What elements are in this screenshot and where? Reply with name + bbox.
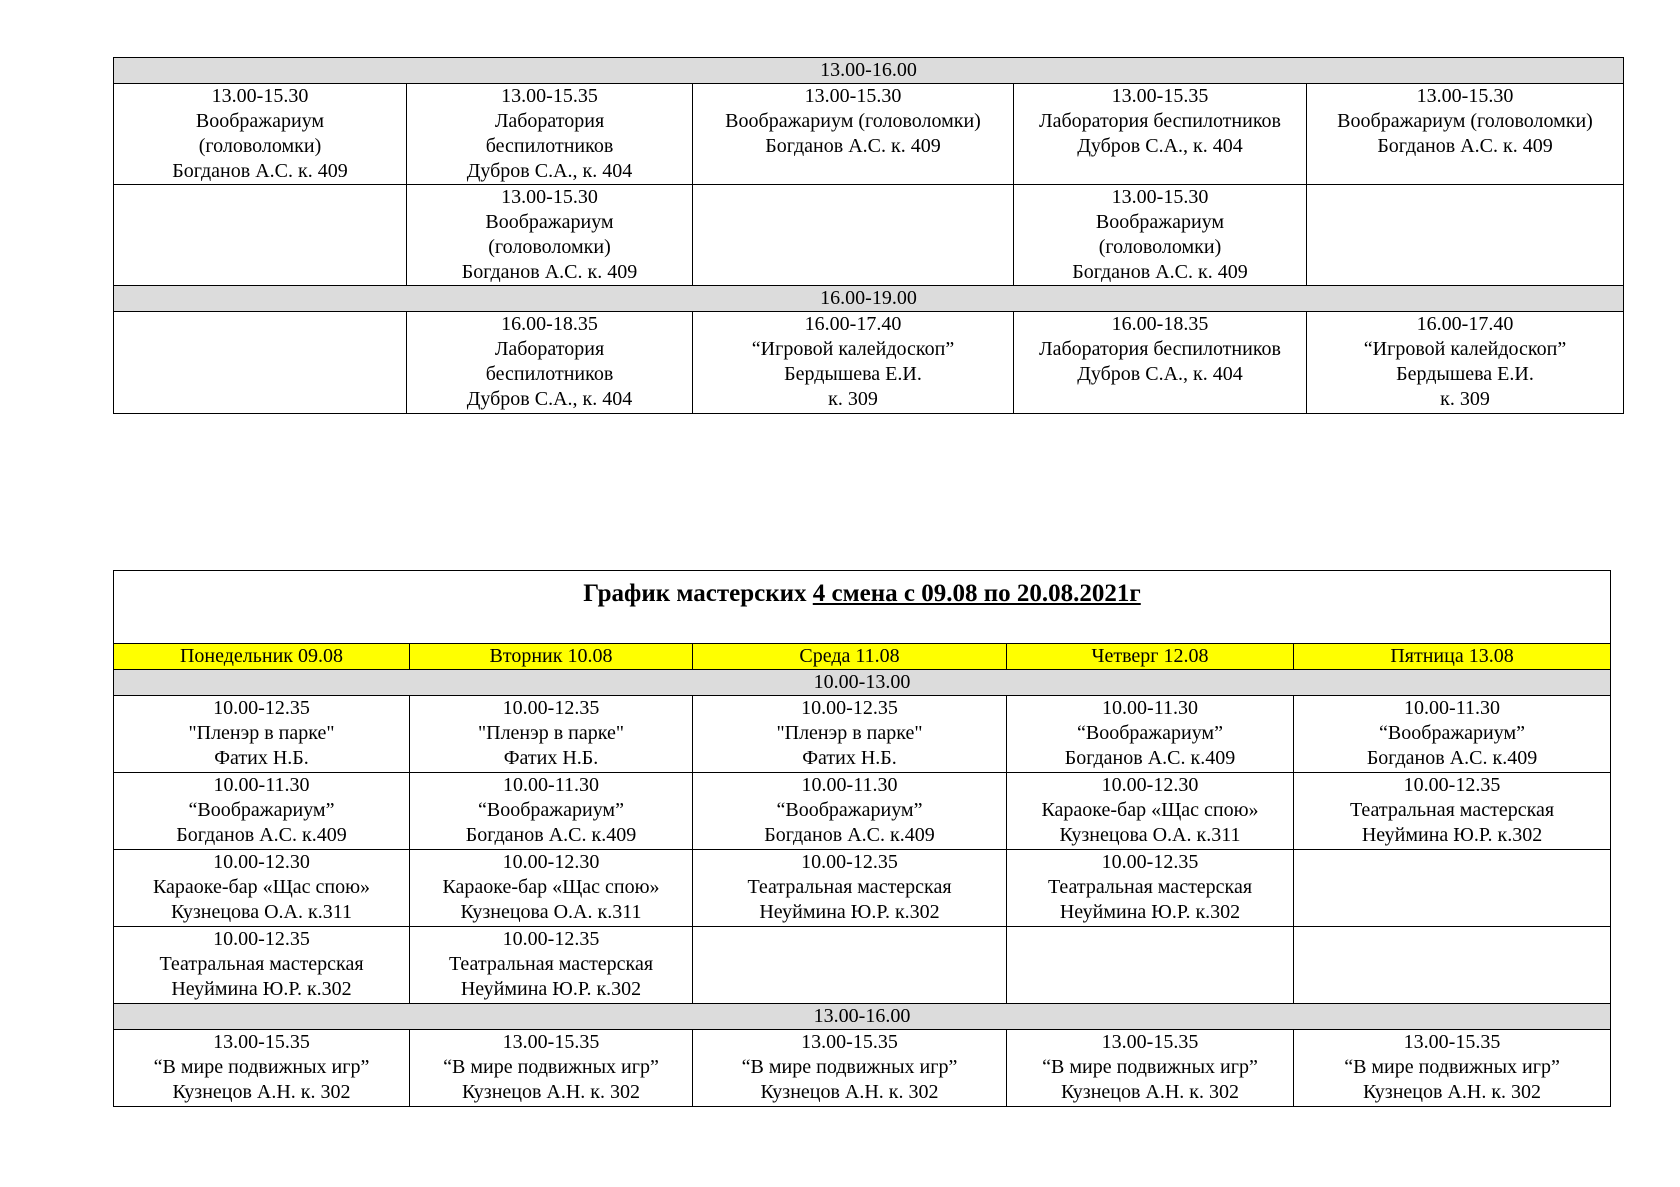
- cell-text: "Пленэр в парке": [188, 722, 335, 744]
- cell-text: Кузнецов А.Н. к. 302: [760, 1081, 939, 1103]
- schedule-cell: [1294, 696, 1611, 773]
- cell-time: 10.00-11.30: [801, 774, 898, 796]
- time-band: 13.00-16.00: [114, 58, 1624, 84]
- cell-time: 10.00-11.30: [213, 774, 310, 796]
- time-band-row: [114, 58, 1624, 84]
- schedule-cell: [410, 850, 693, 927]
- schedule-cell: [693, 850, 1007, 927]
- schedule-cell: [1007, 850, 1294, 927]
- schedule-table-continuation: [113, 57, 1624, 414]
- cell-text: “В мире подвижных игр”: [153, 1056, 370, 1078]
- day-header-wednesday: Среда 11.08: [693, 644, 1007, 670]
- cell-text: “В мире подвижных игр”: [741, 1056, 958, 1078]
- schedule-cell: [693, 927, 1007, 1004]
- cell-time: 10.00-12.30: [1101, 774, 1199, 796]
- schedule-cell: [1014, 312, 1307, 414]
- schedule-cell: [407, 84, 693, 185]
- schedule-cell: [1307, 185, 1624, 286]
- table-row: [114, 312, 1624, 414]
- cell-text: Богданов А.С. к.409: [465, 824, 637, 846]
- cell-text: Богданов А.С. к. 409: [172, 160, 348, 182]
- days-header-row: [114, 644, 1611, 670]
- cell-time: 10.00-12.35: [213, 697, 310, 719]
- schedule-cell: [1007, 773, 1294, 850]
- cell-text: Кузнецова О.А. к.311: [171, 901, 352, 923]
- cell-text: (головоломки): [1098, 236, 1222, 258]
- schedule-title: [114, 571, 1611, 644]
- cell-text: Театральная мастерская: [1349, 799, 1555, 821]
- time-band: 16.00-19.00: [114, 286, 1624, 312]
- cell-text: Богданов А.С. к. 409: [1072, 261, 1248, 283]
- cell-text: Богданов А.С. к. 409: [1377, 135, 1553, 157]
- cell-text: Неуймина Ю.Р. к.302: [759, 901, 940, 923]
- day-header-monday: Понедельник 09.08: [114, 644, 410, 670]
- cell-text: Бердышева Е.И.: [1396, 363, 1534, 385]
- cell-text: "Пленэр в парке": [477, 722, 625, 744]
- cell-time: 10.00-12.30: [213, 851, 310, 873]
- cell-text: Неуймина Ю.Р. к.302: [171, 978, 352, 1000]
- cell-time: 13.00-15.30: [1416, 85, 1514, 107]
- cell-text: Кузнецова О.А. к.311: [460, 901, 642, 923]
- cell-text: “Воображариум”: [478, 799, 624, 821]
- cell-time: 13.00-15.35: [501, 85, 598, 107]
- table-row: [114, 696, 1611, 773]
- cell-text: Богданов А.С. к. 409: [765, 135, 941, 157]
- cell-time: 10.00-12.35: [213, 928, 310, 950]
- cell-text: Театральная мастерская: [159, 953, 364, 975]
- cell-text: Кузнецов А.Н. к. 302: [1060, 1081, 1240, 1103]
- cell-time: 13.00-15.30: [211, 85, 309, 107]
- cell-time: 16.00-17.40: [1416, 313, 1514, 335]
- day-header-tuesday: Вторник 10.08: [410, 644, 693, 670]
- table-row: [114, 1030, 1611, 1107]
- schedule-cell: [114, 927, 410, 1004]
- cell-time: 16.00-17.40: [804, 313, 902, 335]
- table-row: [114, 850, 1611, 927]
- cell-text: Богданов А.С. к. 409: [461, 261, 638, 283]
- cell-text: к. 309: [1440, 388, 1490, 410]
- day-header-friday: Пятница 13.08: [1294, 644, 1611, 670]
- schedule-cell: [693, 312, 1014, 414]
- schedule-cell: [1007, 696, 1294, 773]
- schedule-cell: [114, 312, 407, 414]
- cell-text: “В мире подвижных игр”: [443, 1056, 659, 1078]
- schedule-cell: [693, 696, 1007, 773]
- schedule-cell: [410, 696, 693, 773]
- schedule-cell: [693, 1030, 1007, 1107]
- cell-time: 13.00-15.35: [213, 1031, 310, 1053]
- schedule-cell: [693, 84, 1014, 185]
- cell-text: Караоке-бар «Щас спою»: [1041, 799, 1259, 821]
- cell-time: 13.00-15.35: [801, 1031, 898, 1053]
- time-band: 10.00-13.00: [114, 670, 1611, 696]
- cell-time: 10.00-12.35: [502, 697, 600, 719]
- cell-text: Караоке-бар «Щас спою»: [442, 876, 660, 898]
- cell-time: 13.00-15.35: [1111, 85, 1209, 107]
- cell-time: 13.00-15.35: [1403, 1031, 1501, 1053]
- cell-text: Кузнецов А.Н. к. 302: [461, 1081, 641, 1103]
- schedule-cell: [1307, 312, 1624, 414]
- time-band-row: [114, 670, 1611, 696]
- cell-text: Лаборатория беспилотников: [1039, 110, 1281, 132]
- cell-time: 10.00-12.35: [502, 928, 600, 950]
- cell-text: “В мире подвижных игр”: [1344, 1056, 1560, 1078]
- time-band-row: [114, 286, 1624, 312]
- cell-text: Бердышева Е.И.: [784, 363, 922, 385]
- cell-text: Неуймина Ю.Р. к.302: [1059, 901, 1241, 923]
- cell-text: (головоломки): [488, 236, 611, 258]
- cell-text: (головоломки): [198, 135, 322, 157]
- cell-text: Караоке-бар «Щас спою»: [152, 876, 371, 898]
- cell-text: Лаборатория беспилотников: [1039, 338, 1281, 360]
- cell-text: Кузнецов А.Н. к. 302: [172, 1081, 351, 1103]
- cell-time: 10.00-11.30: [1404, 697, 1500, 719]
- cell-text: Фатих Н.Б.: [214, 747, 309, 769]
- cell-text: "Пленэр в парке": [776, 722, 923, 744]
- cell-time: 16.00-18.35: [1111, 313, 1209, 335]
- table-row: [114, 927, 1611, 1004]
- schedule-cell: [1294, 927, 1611, 1004]
- title-row: [114, 571, 1611, 644]
- schedule-cell: [410, 773, 693, 850]
- schedule-cell: [1014, 185, 1307, 286]
- cell-time: 10.00-12.35: [1101, 851, 1199, 873]
- cell-text: Театральная мастерская: [747, 876, 952, 898]
- cell-time: 13.00-15.30: [501, 186, 598, 208]
- schedule-cell: [410, 927, 693, 1004]
- cell-text: Богданов А.С. к.409: [1064, 747, 1236, 769]
- schedule-cell: [410, 1030, 693, 1107]
- cell-text: “Воображариум”: [1379, 722, 1525, 744]
- cell-time: 10.00-12.35: [801, 851, 898, 873]
- table-row: [114, 185, 1624, 286]
- table-row: [114, 773, 1611, 850]
- cell-time: 13.00-15.35: [502, 1031, 600, 1053]
- workshop-schedule-table: [113, 570, 1611, 1107]
- cell-text: Воображариум (головоломки): [725, 110, 981, 132]
- cell-time: 13.00-15.35: [1101, 1031, 1199, 1053]
- schedule-cell: [114, 773, 410, 850]
- cell-time: 16.00-18.35: [501, 313, 598, 335]
- schedule-cell: [114, 696, 410, 773]
- schedule-cell: [114, 1030, 410, 1107]
- cell-text: Театральная мастерская: [448, 953, 654, 975]
- cell-text: Кузнецова О.А. к.311: [1059, 824, 1241, 846]
- schedule-cell: [693, 185, 1014, 286]
- schedule-cell: [1307, 84, 1624, 185]
- schedule-cell: [407, 185, 693, 286]
- cell-text: “Воображариум”: [188, 799, 335, 821]
- cell-text: Дубров С.А., к. 404: [1077, 363, 1243, 385]
- time-band: 13.00-16.00: [114, 1004, 1611, 1030]
- cell-text: Богданов А.С. к.409: [176, 824, 347, 846]
- table-row: [114, 84, 1624, 185]
- cell-text: Неуймина Ю.Р. к.302: [1361, 824, 1543, 846]
- cell-text: беспилотников: [485, 363, 614, 385]
- cell-text: к. 309: [828, 388, 878, 410]
- schedule-title-shift: 4 смена с 09.08 по 20.08.2021г: [812, 580, 1141, 607]
- cell-time: 13.00-15.30: [804, 85, 902, 107]
- cell-text: Лаборатория: [494, 338, 605, 360]
- schedule-cell: [114, 850, 410, 927]
- schedule-cell: [1007, 1030, 1294, 1107]
- schedule-cell: [114, 84, 407, 185]
- schedule-cell: [693, 773, 1007, 850]
- cell-text: Дубров С.А., к. 404: [466, 160, 633, 182]
- day-header-thursday: Четверг 12.08: [1007, 644, 1294, 670]
- time-band-row: [114, 1004, 1611, 1030]
- cell-text: Воображариум (головоломки): [1337, 110, 1593, 132]
- cell-time: 10.00-12.30: [502, 851, 600, 873]
- cell-text: “Игровой калейдоскоп”: [1363, 338, 1567, 360]
- cell-text: Богданов А.С. к.409: [1366, 747, 1538, 769]
- cell-text: Богданов А.С. к.409: [764, 824, 935, 846]
- cell-text: Воображариум: [195, 110, 325, 132]
- schedule-title-text: График мастерских: [583, 580, 813, 607]
- cell-text: Фатих Н.Б.: [503, 747, 599, 769]
- schedule-cell: [1007, 927, 1294, 1004]
- cell-time: 10.00-11.30: [1102, 697, 1198, 719]
- schedule-cell: [1294, 773, 1611, 850]
- cell-text: Дубров С.А., к. 404: [1077, 135, 1243, 157]
- cell-text: Воображариум: [1095, 211, 1225, 233]
- cell-text: “Воображариум”: [1077, 722, 1223, 744]
- cell-text: Кузнецов А.Н. к. 302: [1362, 1081, 1542, 1103]
- cell-time: 10.00-11.30: [503, 774, 599, 796]
- cell-time: 10.00-12.35: [801, 697, 898, 719]
- cell-text: Дубров С.А., к. 404: [466, 388, 633, 410]
- cell-text: беспилотников: [485, 135, 614, 157]
- cell-time: 10.00-12.35: [1403, 774, 1501, 796]
- cell-text: Театральная мастерская: [1047, 876, 1253, 898]
- cell-time: 13.00-15.30: [1111, 186, 1209, 208]
- schedule-cell: [1294, 850, 1611, 927]
- cell-text: Фатих Н.Б.: [802, 747, 897, 769]
- cell-text: “Воображариум”: [776, 799, 923, 821]
- schedule-cell: [114, 185, 407, 286]
- cell-text: Неуймина Ю.Р. к.302: [460, 978, 642, 1000]
- schedule-cell: [1014, 84, 1307, 185]
- schedule-cell: [1294, 1030, 1611, 1107]
- cell-text: Воображариум: [485, 211, 614, 233]
- cell-text: “В мире подвижных игр”: [1042, 1056, 1258, 1078]
- cell-text: “Игровой калейдоскоп”: [751, 338, 955, 360]
- cell-text: Лаборатория: [494, 110, 605, 132]
- schedule-cell: [407, 312, 693, 414]
